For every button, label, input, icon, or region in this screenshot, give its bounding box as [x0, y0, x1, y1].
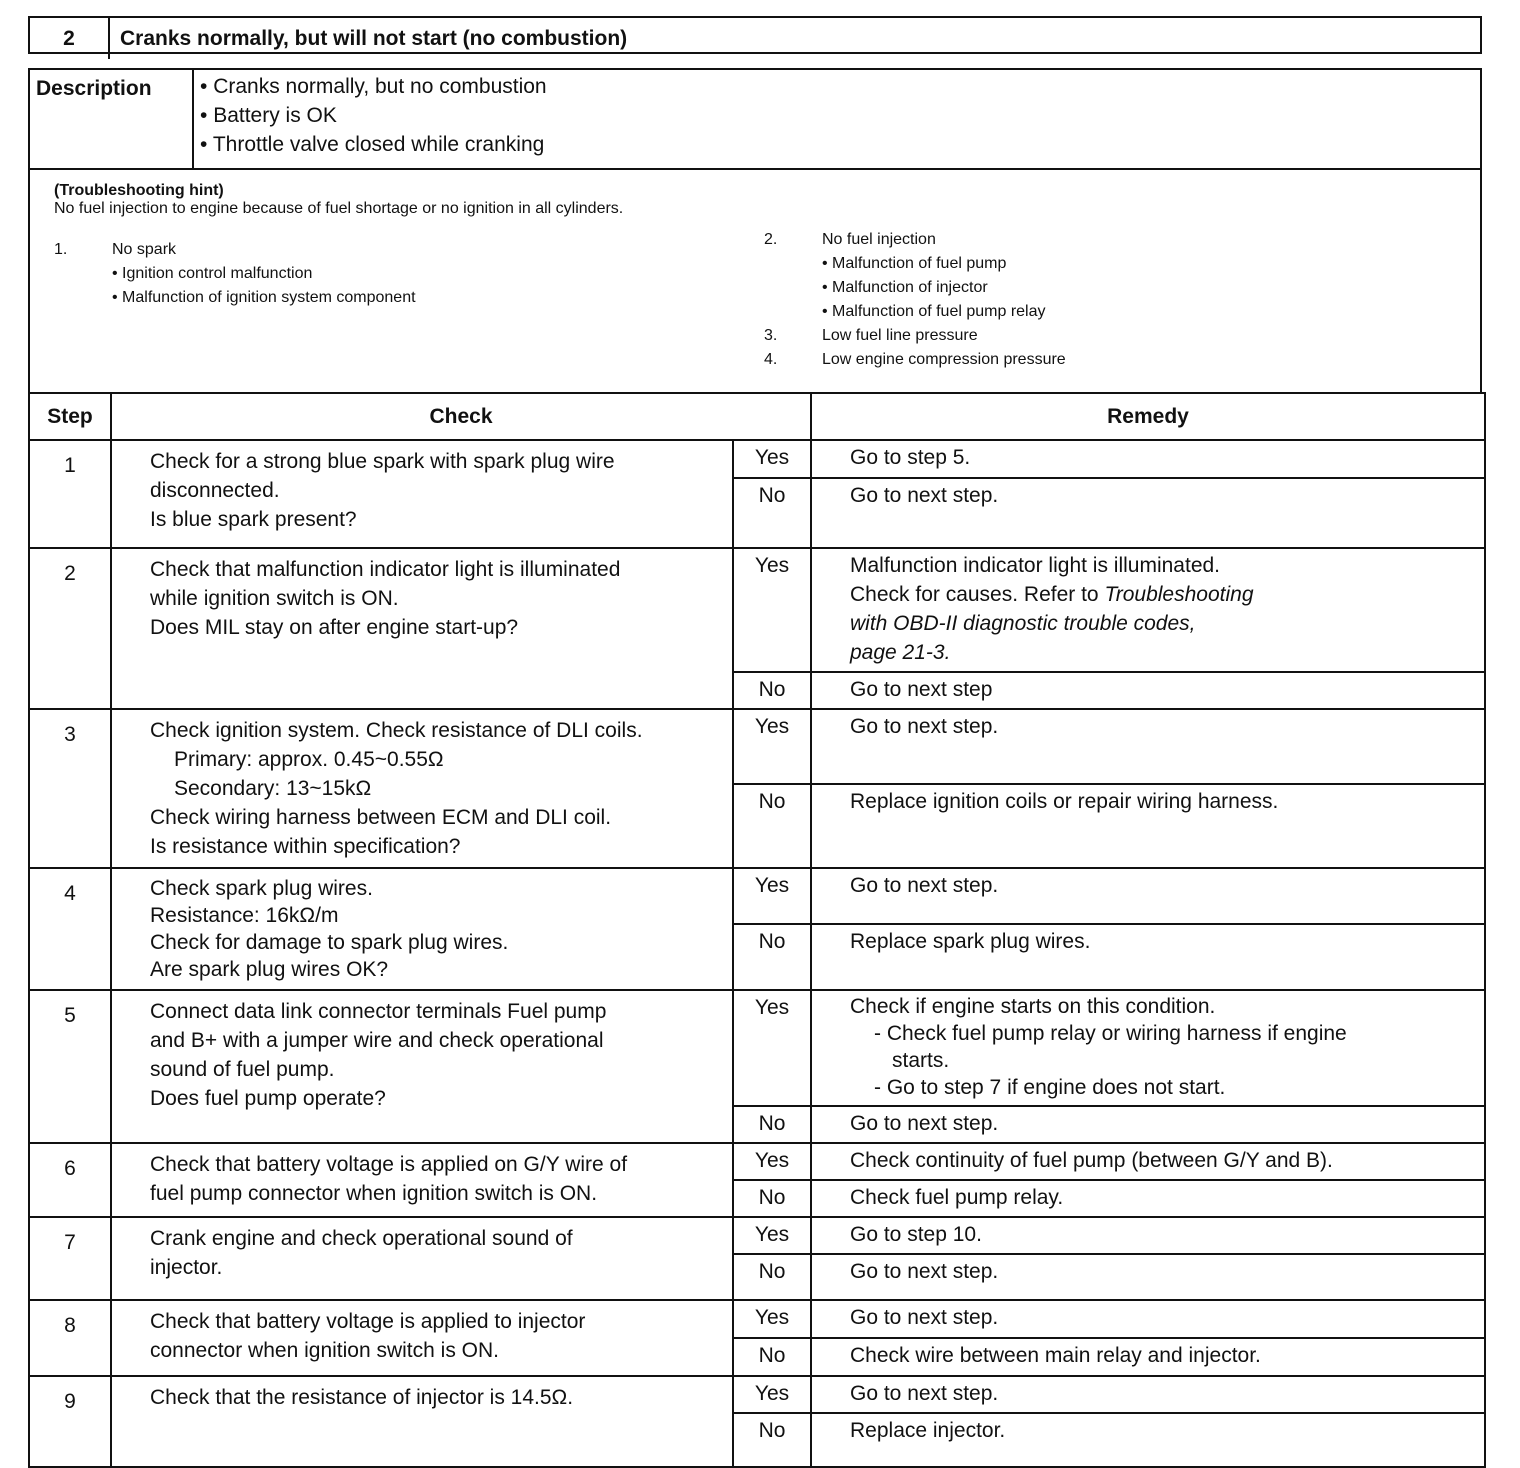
cause-label: No spark	[112, 241, 177, 258]
cause-item: 1. No spark • Ignition control malfunction • Malfunction of ignition system component	[54, 238, 764, 310]
cause-label: Low fuel line pressure	[822, 327, 978, 344]
step-check: Crank engine and check operational sound of injector.	[111, 1217, 733, 1300]
table-row	[29, 1300, 1485, 1338]
table-row	[29, 440, 1485, 478]
step-number: 9	[29, 1376, 111, 1467]
hint-text: No fuel injection to engine because of fuel shortage or no ignition in all cylinders.	[54, 200, 624, 217]
cause-label: Low engine compression pressure	[822, 351, 1066, 368]
step-number: 4	[29, 868, 111, 990]
description-label: Description	[30, 70, 193, 168]
no-label: No	[733, 1413, 811, 1467]
remedy-no: Replace spark plug wires.	[811, 924, 1485, 990]
procedure-title: Cranks normally, but will not start (no combustion)	[120, 27, 628, 50]
cause-sub: • Malfunction of fuel pump relay	[822, 300, 1456, 324]
cause-sub: • Malfunction of ignition system component	[112, 286, 764, 310]
step-number: 8	[29, 1300, 111, 1376]
no-label: No	[733, 924, 811, 990]
step-number: 6	[29, 1143, 111, 1217]
header-box	[28, 16, 1482, 54]
cause-sub: • Ignition control malfunction	[112, 262, 764, 286]
remedy-yes: Check continuity of fuel pump (between G/Y and B).	[811, 1143, 1485, 1180]
table-row	[29, 709, 1485, 784]
cause-sub: • Malfunction of injector	[822, 276, 1456, 300]
troubleshooting-hint	[30, 170, 1480, 376]
table-row	[29, 868, 1485, 924]
remedy-yes: Go to next step.	[811, 709, 1485, 784]
yes-label: Yes	[733, 1300, 811, 1338]
no-label: No	[733, 784, 811, 868]
step-number: 7	[29, 1217, 111, 1300]
remedy-no: Go to next step.	[811, 1254, 1485, 1300]
cause-sub: • Malfunction of fuel pump	[822, 252, 1456, 276]
step-check: Connect data link connector terminals Fuel pump and B+ with a jumper wire and check operational sound of fuel pump. Does fuel pump operate?	[111, 990, 733, 1143]
remedy-no: Go to next step	[811, 672, 1485, 709]
hint-title: (Troubleshooting hint)	[54, 182, 224, 199]
step-check: Check spark plug wires. Resistance: 16kΩ/m Check for damage to spark plug wires. Are spark plug wires OK?	[111, 868, 733, 990]
no-label: No	[733, 1180, 811, 1217]
remedy-no: Go to next step.	[811, 478, 1485, 548]
steps-table-wrap	[28, 392, 1486, 1468]
description-item: • Throttle valve closed while cranking	[200, 130, 1474, 159]
no-label: No	[733, 478, 811, 548]
step-number: 3	[29, 709, 111, 868]
remedy-yes: Check if engine starts on this condition. - Check fuel pump relay or wiring harness if engine starts. - Go to step 7 if engine does not start.	[811, 990, 1485, 1106]
yes-label: Yes	[733, 1217, 811, 1254]
remedy-no: Replace injector.	[811, 1413, 1485, 1467]
cause-item: 2. No fuel injection • Malfunction of fuel pump • Malfunction of injector • Malfunction of fuel pump relay	[764, 228, 1456, 324]
procedure-number: 2	[30, 18, 109, 59]
yes-label: Yes	[733, 990, 811, 1106]
description-item: • Cranks normally, but no combustion	[200, 72, 1474, 101]
no-label: No	[733, 1106, 811, 1143]
main-box	[28, 168, 1482, 394]
description-list	[194, 70, 1480, 163]
remedy-no: Check wire between main relay and injector.	[811, 1338, 1485, 1376]
yes-label: Yes	[733, 1143, 811, 1180]
step-check: Check that battery voltage is applied on G/Y wire of fuel pump connector when ignition switch is ON.	[111, 1143, 733, 1217]
yes-label: Yes	[733, 548, 811, 672]
table-row	[29, 1376, 1485, 1413]
step-check: Check that malfunction indicator light is illuminated while ignition switch is ON. Does MIL stay on after engine start-up?	[111, 548, 733, 709]
no-label: No	[733, 672, 811, 709]
yes-label: Yes	[733, 868, 811, 924]
remedy-yes: Go to next step.	[811, 868, 1485, 924]
cause-item: 3. Low fuel line pressure	[764, 324, 1456, 348]
step-number: 1	[29, 440, 111, 548]
cause-label: No fuel injection	[822, 231, 936, 248]
steps-table	[28, 392, 1486, 1468]
header-step: Step	[29, 393, 111, 440]
step-number: 5	[29, 990, 111, 1143]
table-row	[29, 990, 1485, 1106]
hint-causes-left	[54, 228, 764, 372]
hint-causes-right	[764, 228, 1456, 372]
remedy-yes: Go to step 10.	[811, 1217, 1485, 1254]
header-check: Check	[111, 393, 811, 440]
step-check: Check that battery voltage is applied to injector connector when ignition switch is ON.	[111, 1300, 733, 1376]
table-row	[29, 548, 1485, 672]
yes-label: Yes	[733, 709, 811, 784]
header-remedy: Remedy	[811, 393, 1485, 440]
step-check: Check that the resistance of injector is 14.5Ω.	[111, 1376, 733, 1467]
cause-item: 4. Low engine compression pressure	[764, 348, 1456, 372]
step-check: Check ignition system. Check resistance of DLI coils. Primary: approx. 0.45~0.55Ω Secondary: 13~15kΩ Check wiring harness between ECM and DLI coil. Is resistance within specification?	[111, 709, 733, 868]
yes-label: Yes	[733, 440, 811, 478]
step-check: Check for a strong blue spark with spark plug wire disconnected. Is blue spark present?	[111, 440, 733, 548]
remedy-yes: Go to next step.	[811, 1300, 1485, 1338]
step-number: 2	[29, 548, 111, 709]
description-box	[28, 68, 1482, 170]
yes-label: Yes	[733, 1376, 811, 1413]
remedy-yes: Go to next step.	[811, 1376, 1485, 1413]
description-item: • Battery is OK	[200, 101, 1474, 130]
remedy-no: Check fuel pump relay.	[811, 1180, 1485, 1217]
remedy-no: Replace ignition coils or repair wiring harness.	[811, 784, 1485, 868]
remedy-no: Go to next step.	[811, 1106, 1485, 1143]
table-row	[29, 1143, 1485, 1180]
no-label: No	[733, 1254, 811, 1300]
table-header-row	[29, 393, 1485, 440]
table-row	[29, 1217, 1485, 1254]
no-label: No	[733, 1338, 811, 1376]
remedy-yes: Go to step 5.	[811, 440, 1485, 478]
remedy-yes: Malfunction indicator light is illuminated. Check for causes. Refer to Troubleshooting with OBD-II diagnostic trouble codes, page 21-3.	[811, 548, 1485, 672]
